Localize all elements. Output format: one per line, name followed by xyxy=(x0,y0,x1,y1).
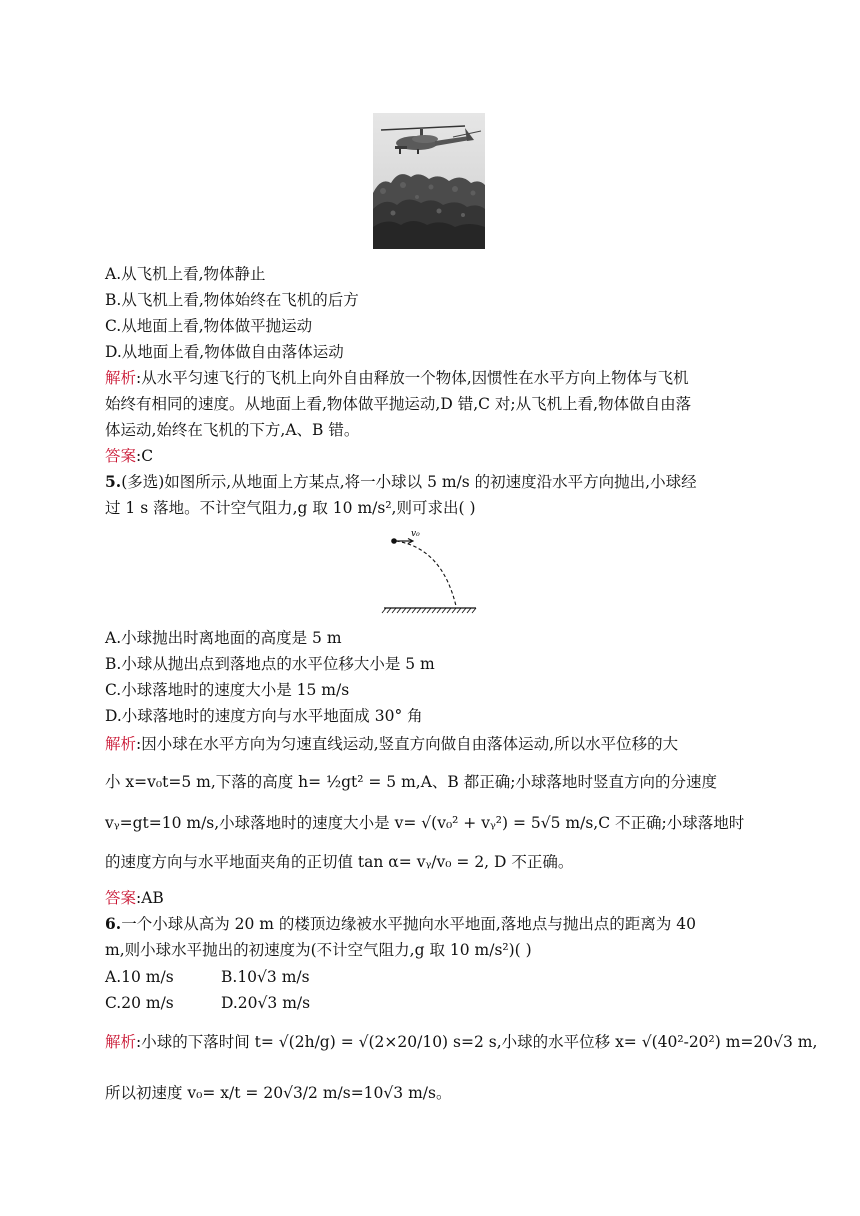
q5-option-b: B.小球从抛出点到落地点的水平位移大小是 5 m xyxy=(105,655,435,673)
q4-analysis-line-2: 始终有相同的速度。从地面上看,物体做平抛运动,D 错,C 对;从飞机上看,物体做自由落 xyxy=(105,395,692,413)
q6-option-c: C.20 m/s xyxy=(105,994,174,1012)
q5-analysis-line-2: 小 x=v₀t=5 m,下落的高度 h= ½gt² = 5 m,A、B 都正确;小球落地时竖直方向的分速度 xyxy=(105,773,717,791)
answer-label: 答案 xyxy=(105,889,137,907)
q5-option-c: C.小球落地时的速度大小是 15 m/s xyxy=(105,681,350,699)
analysis-label: 解析 xyxy=(105,369,137,387)
answer-label: 答案 xyxy=(105,447,137,465)
q5-answer xyxy=(105,887,164,909)
q4-option-c: C.从地面上看,物体做平抛运动 xyxy=(105,317,313,335)
q4-option-b: B.从飞机上看,物体始终在飞机的后方 xyxy=(105,291,359,309)
q5-analysis-line-4: 的速度方向与水平地面夹角的正切值 tan α= vᵧ/v₀ = 2, D 不正确。 xyxy=(105,853,574,871)
q5-stem-line-1 xyxy=(105,471,697,493)
q6-number: 6. xyxy=(105,914,122,933)
analysis-label: 解析 xyxy=(105,735,137,753)
q5-analysis-line-1 xyxy=(105,733,678,755)
q6-analysis-line-2: 所以初速度 v₀= x/t = 20√3/2 m/s=10√3 m/s。 xyxy=(105,1084,452,1102)
q6-option-a: A.10 m/s xyxy=(105,968,174,986)
q6-option-b: B.10√3 m/s xyxy=(221,968,310,986)
q5-stem-line-2: 过 1 s 落地。不计空气阻力,g 取 10 m/s²,则可求出( ) xyxy=(105,499,476,517)
q6-analysis-line-1 xyxy=(105,1031,817,1053)
q6-stem-line-1 xyxy=(105,913,696,935)
q6-stem-line-2: m,则小球水平抛出的初速度为(不计空气阻力,g 取 10 m/s²)( ) xyxy=(105,941,532,959)
helicopter-photo xyxy=(373,113,485,249)
q6-stem-text: 一个小球从高为 20 m 的楼顶边缘被水平抛向水平地面,落地点与抛出点的距离为 40 xyxy=(121,915,696,933)
q6-analysis-text: :小球的下落时间 t= √(2h/g) = √(2×20/10) s=2 s,小球的水平位移 x= √(40²-20²) m=20√3 m, xyxy=(136,1033,818,1051)
q4-answer-value: :C xyxy=(136,447,154,465)
q4-analysis-text: :从水平匀速飞行的飞机上向外自由释放一个物体,因惯性在水平方向上物体与飞机 xyxy=(136,369,689,387)
trajectory-diagram xyxy=(380,528,480,618)
q4-option-d: D.从地面上看,物体做自由落体运动 xyxy=(105,343,344,361)
q5-analysis-line-3: vᵧ=gt=10 m/s,小球落地时的速度大小是 v= √(v₀² + vᵧ²) = 5√5 m/s,C 不正确;小球落地时 xyxy=(105,814,745,832)
v0-label: v₀ xyxy=(411,529,420,539)
analysis-label: 解析 xyxy=(105,1033,137,1051)
q5-number: 5. xyxy=(105,472,122,491)
q5-stem-text: (多选)如图所示,从地面上方某点,将一小球以 5 m/s 的初速度沿水平方向抛出,小球经 xyxy=(121,473,697,491)
q6-option-d: D.20√3 m/s xyxy=(221,994,311,1012)
q4-option-a: A.从飞机上看,物体静止 xyxy=(105,265,266,283)
q5-option-a: A.小球抛出时离地面的高度是 5 m xyxy=(105,629,342,647)
q4-analysis-line-3: 体运动,始终在飞机的下方,A、B 错。 xyxy=(105,421,360,439)
q4-analysis-line-1 xyxy=(105,367,689,389)
q5-option-d: D.小球落地时的速度方向与水平地面成 30° 角 xyxy=(105,707,423,725)
q4-answer xyxy=(105,445,153,467)
q5-analysis-text: :因小球在水平方向为匀速直线运动,竖直方向做自由落体运动,所以水平位移的大 xyxy=(136,735,679,753)
q5-answer-value: :AB xyxy=(136,889,164,907)
